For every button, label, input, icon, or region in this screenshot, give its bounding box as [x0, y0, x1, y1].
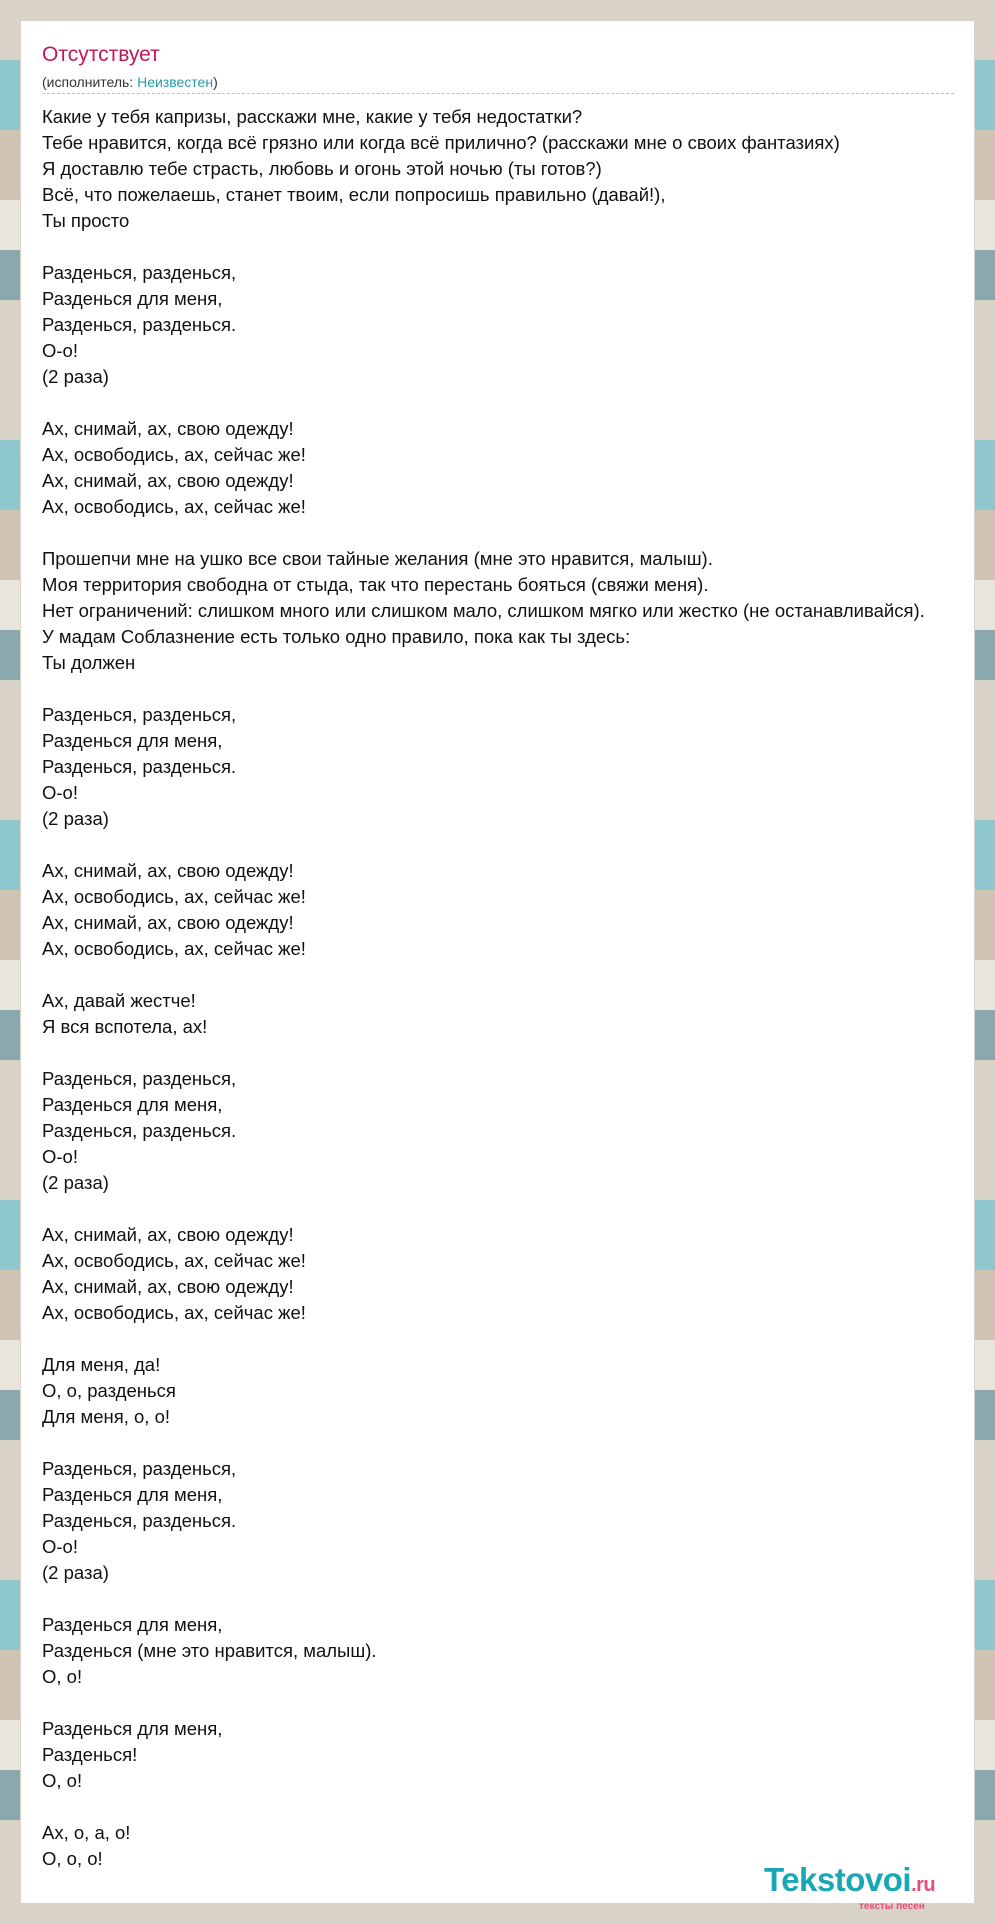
lyrics-line: О-о!	[42, 340, 78, 361]
lyrics-line: Прошепчи мне на ушко все свои тайные желания (мне это нравится, малыш).	[42, 548, 713, 569]
lyrics-line: Ах, освободись, ах, сейчас же!	[42, 1250, 306, 1271]
lyrics-line: Разденься, разденься,	[42, 1458, 237, 1479]
lyrics-line: О-о!	[42, 1536, 78, 1557]
logo-name: Tekstovoi	[764, 1861, 912, 1898]
lyrics-line: Нет ограничений: слишком много или слишком мало, слишком мягко или жестко (не останавливайся).	[42, 600, 925, 621]
lyrics-blank-line	[42, 1326, 995, 1352]
lyrics-line: О, о, о!	[42, 1848, 103, 1869]
lyrics-line: Разденься для меня,	[42, 1094, 223, 1115]
lyrics-line: Разденься, разденься.	[42, 1120, 237, 1141]
lyrics-card	[20, 20, 975, 1912]
song-title: Отсутствует	[42, 43, 160, 66]
lyrics-blank-line	[42, 962, 995, 988]
lyrics-line: Ах, снимай, ах, свою одежду!	[42, 1276, 294, 1297]
lyrics-line: Разденься, разденься.	[42, 314, 237, 335]
lyrics-blank-line	[42, 390, 995, 416]
lyrics-blank-line	[42, 1794, 995, 1820]
lyrics-line: Я доставлю тебе страсть, любовь и огонь этой ночью (ты готов?)	[42, 158, 602, 179]
lyrics-line: Я вся вспотела, ах!	[42, 1016, 208, 1037]
lyrics-line: Для меня, да!	[42, 1354, 161, 1375]
title-divider	[42, 93, 954, 94]
lyrics-line: Разденься, разденься,	[42, 262, 237, 283]
lyrics-line: Ах, снимай, ах, свою одежду!	[42, 470, 294, 491]
lyrics-line: Для меня, о, о!	[42, 1406, 171, 1427]
lyrics-line: (2 раза)	[42, 1562, 109, 1583]
lyrics-line: Ах, освободись, ах, сейчас же!	[42, 496, 306, 517]
lyrics-line: Разденься, разденься,	[42, 704, 237, 725]
lyrics-line: О, о!	[42, 1770, 83, 1791]
lyrics-line: О-о!	[42, 782, 78, 803]
site-logo[interactable]	[764, 1861, 935, 1899]
lyrics-blank-line	[42, 1690, 995, 1716]
lyrics-line: Ах, снимай, ах, свою одежду!	[42, 418, 294, 439]
lyrics-blank-line	[42, 676, 995, 702]
lyrics-line: Ты просто	[42, 210, 130, 231]
lyrics-blank-line	[42, 1430, 995, 1456]
lyrics-line: Ах, снимай, ах, свою одежду!	[42, 912, 294, 933]
lyrics-line: О, о!	[42, 1666, 83, 1687]
performer-suffix: )	[213, 74, 218, 90]
performer-line	[42, 74, 218, 90]
lyrics-line: Моя территория свободна от стыда, так что перестань бояться (свяжи меня).	[42, 574, 709, 595]
lyrics-line: (2 раза)	[42, 1172, 109, 1193]
lyrics-blank-line	[42, 234, 995, 260]
lyrics-blank-line	[42, 520, 995, 546]
lyrics-line: Разденься для меня,	[42, 288, 223, 309]
lyrics-line: Ах, снимай, ах, свою одежду!	[42, 1224, 294, 1245]
lyrics-line: Разденься для меня,	[42, 1718, 223, 1739]
lyrics-line: Ах, освободись, ах, сейчас же!	[42, 938, 306, 959]
lyrics-line: У мадам Соблазнение есть только одно правило, пока как ты здесь:	[42, 626, 631, 647]
lyrics-line: Ах, освободись, ах, сейчас же!	[42, 886, 306, 907]
lyrics-line: Разденься, разденься.	[42, 1510, 237, 1531]
lyrics-line: Ах, давай жестче!	[42, 990, 196, 1011]
logo-tld: .ru	[911, 1874, 936, 1896]
lyrics-line: Разденься (мне это нравится, малыш).	[42, 1640, 377, 1661]
lyrics-line: Какие у тебя капризы, расскажи мне, какие у тебя недостатки?	[42, 106, 583, 127]
lyrics-text	[42, 104, 995, 1872]
lyrics-blank-line	[42, 1196, 995, 1222]
logo-tagline: тексты песен	[859, 1901, 925, 1912]
lyrics-blank-line	[42, 1040, 995, 1066]
lyrics-line: Ах, о, а, о!	[42, 1822, 131, 1843]
lyrics-line: (2 раза)	[42, 366, 109, 387]
performer-link[interactable]: Неизвестен	[137, 74, 214, 90]
lyrics-blank-line	[42, 1586, 995, 1612]
lyrics-line: Ах, снимай, ах, свою одежду!	[42, 860, 294, 881]
lyrics-line: Тебе нравится, когда всё грязно или когда всё прилично? (расскажи мне о своих фантазиях)	[42, 132, 840, 153]
lyrics-line: Разденься!	[42, 1744, 138, 1765]
lyrics-line: Ах, освободись, ах, сейчас же!	[42, 1302, 306, 1323]
lyrics-line: Разденься, разденься.	[42, 756, 237, 777]
lyrics-line: Разденься для меня,	[42, 1484, 223, 1505]
lyrics-line: Ты должен	[42, 652, 136, 673]
lyrics-line: (2 раза)	[42, 808, 109, 829]
lyrics-blank-line	[42, 832, 995, 858]
performer-prefix: (исполнитель:	[42, 74, 138, 90]
lyrics-line: О-о!	[42, 1146, 78, 1167]
lyrics-line: Разденься для меня,	[42, 730, 223, 751]
lyrics-line: Разденься, разденься,	[42, 1068, 237, 1089]
lyrics-line: Всё, что пожелаешь, станет твоим, если попросишь правильно (давай!),	[42, 184, 666, 205]
lyrics-line: Ах, освободись, ах, сейчас же!	[42, 444, 306, 465]
lyrics-line: Разденься для меня,	[42, 1614, 223, 1635]
lyrics-line: О, о, разденься	[42, 1380, 176, 1401]
